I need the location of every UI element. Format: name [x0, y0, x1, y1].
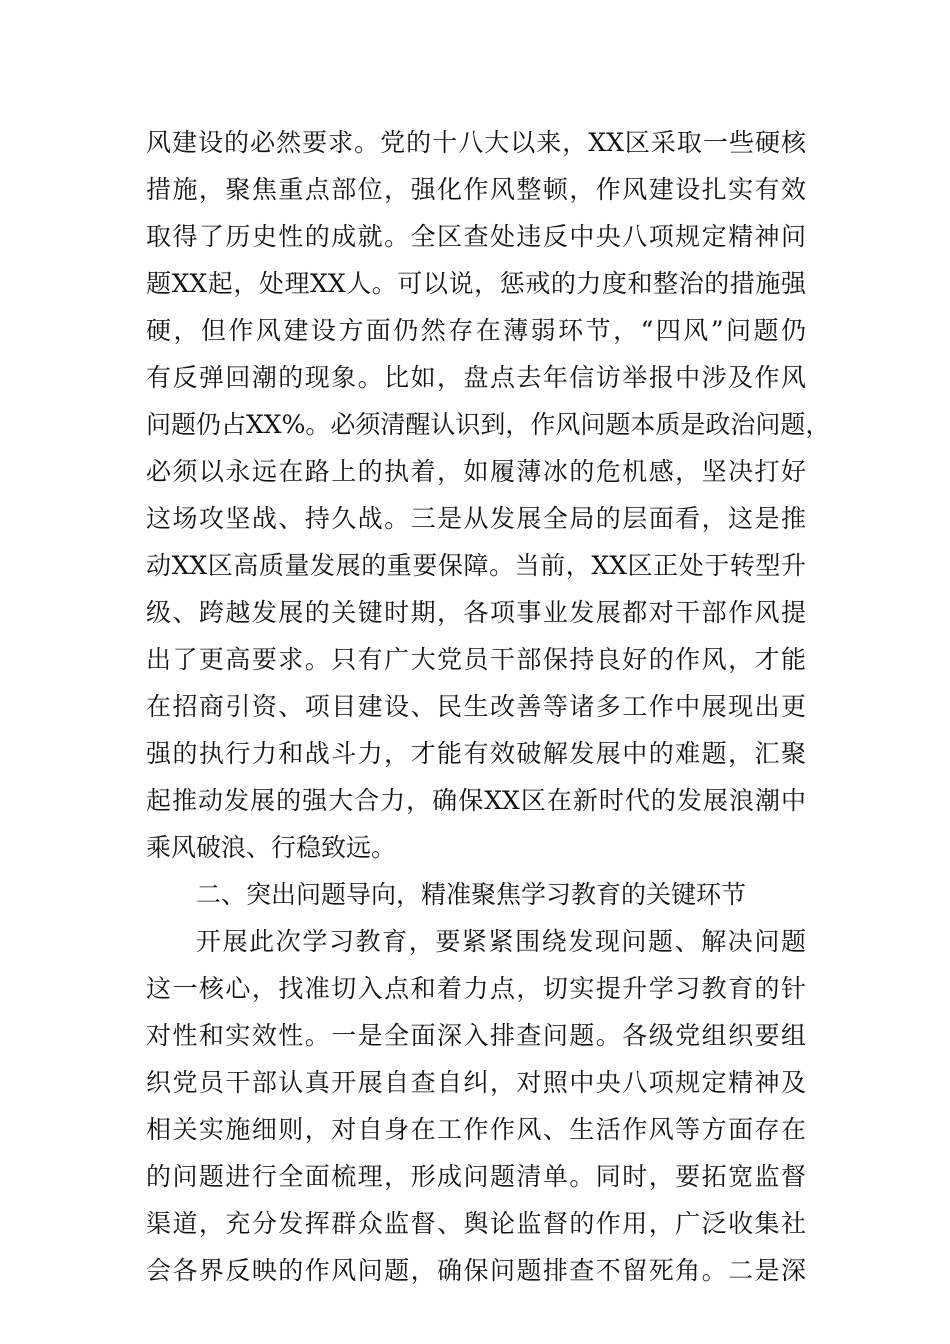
text-line: 渠道，充分发挥群众监督、舆论监督的作用，广泛收集社: [146, 1209, 806, 1238]
text-line: 会各界反映的作风问题，确保问题排查不留死角。二是深: [146, 1256, 806, 1285]
text-line: 的问题进行全面梳理，形成问题清单。同时，要拓宽监督: [146, 1162, 806, 1191]
text-line: 硬，但作风建设方面仍然存在薄弱环节，“四风”问题仍: [146, 316, 806, 345]
text-line: 级、跨越发展的关键时期，各项事业发展都对干部作风提: [146, 598, 806, 627]
text-line: 在招商引资、项目建设、民生改善等诸多工作中展现出更: [146, 692, 806, 721]
section-heading: 二、突出问题导向，精准聚焦学习教育的关键环节: [196, 880, 747, 909]
text-line: 强的执行力和战斗力，才能有效破解发展中的难题，汇聚: [146, 739, 806, 768]
text-line: 取得了历史性的成就。全区查处违反中央八项规定精神问: [146, 222, 806, 251]
text-line: 动XX区高质量发展的重要保障。当前，XX区正处于转型升: [146, 551, 806, 580]
text-line: 相关实施细则，对自身在工作作风、生活作风等方面存在: [146, 1115, 806, 1144]
text-line: 风建设的必然要求。党的十八大以来，XX区采取一些硬核: [146, 128, 806, 157]
text-line: 这场攻坚战、持久战。三是从发展全局的层面看，这是推: [146, 504, 806, 533]
text-line: 起推动发展的强大合力，确保XX区在新时代的发展浪潮中: [146, 786, 806, 815]
text-line: 措施，聚焦重点部位，强化作风整顿，作风建设扎实有效: [146, 175, 806, 204]
text-line: 开展此次学习教育，要紧紧围绕发现问题、解决问题: [196, 927, 806, 956]
text-line: 织党员干部认真开展自查自纠，对照中央八项规定精神及: [146, 1068, 806, 1097]
text-line: 乘风破浪、行稳致远。: [146, 833, 397, 862]
text-line: 题XX起，处理XX人。可以说，惩戒的力度和整治的措施强: [146, 269, 806, 298]
text-line: 对性和实效性。一是全面深入排查问题。各级党组织要组: [146, 1021, 806, 1050]
text-line: 有反弹回潮的现象。比如，盘点去年信访举报中涉及作风: [146, 363, 806, 392]
text-line: 出了更高要求。只有广大党员干部保持良好的作风，才能: [146, 645, 806, 674]
text-line: 这一核心，找准切入点和着力点，切实提升学习教育的针: [146, 974, 806, 1003]
text-line: 必须以永远在路上的执着，如履薄冰的危机感，坚决打好: [146, 457, 806, 486]
text-line: 问题仍占XX%。必须清醒认识到，作风问题本质是政治问题，: [146, 410, 831, 439]
body-text: [146, 119, 831, 1294]
